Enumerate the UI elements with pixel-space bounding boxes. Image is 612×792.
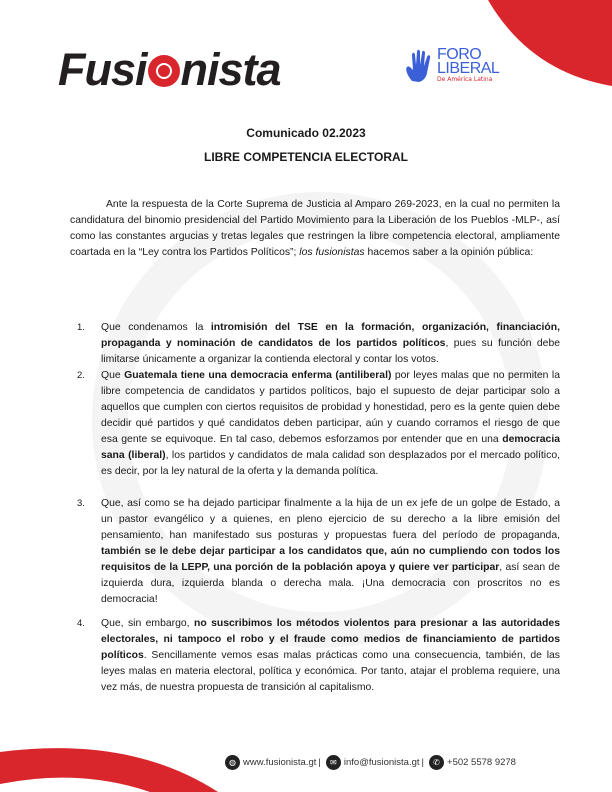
fusionista-logo-mark-icon bbox=[148, 55, 180, 87]
bold-text-segment: democracia sana (liberal) bbox=[101, 434, 560, 461]
list-item bbox=[77, 320, 561, 368]
list-number: 2. bbox=[77, 370, 85, 381]
text-segment: por leyes malas que no permiten la libre competencia de candidatos y partidos políticos, bajo el supuesto de dejar participar solo a aquellos que cumplen con ciertos requisitos de probidad y honestidad, pero es la gente quien debe decidir qué partidos y qué candidatos deben participar, aún y cuando corramos el riesgo de que esa gente se equivoque. En tal caso, debemos esforzamos por entender que en una bbox=[101, 370, 560, 445]
text-segment: Que, sin embargo, bbox=[101, 618, 194, 629]
phone-number[interactable]: +502 5578 9278 bbox=[447, 757, 516, 768]
list-item-text bbox=[101, 370, 560, 477]
text-segment: . Sencillamente vemos esas malas prácticas como una consecuencia, también, de las leyes malas en materia electoral, política y económica. Por tanto, atajar el problema requiere, una vez más, de nuestra propuesta de transición al capitalismo. bbox=[101, 650, 560, 693]
text-segment: hacemos saber a la opinión pública: bbox=[364, 247, 534, 258]
text-segment: , los partidos y candidatos de mala calidad son desplazados por el mercado político, es decir, por la ley natural de la oferta y la demanda política. bbox=[101, 450, 560, 477]
text-segment: Que, así como se ha dejado participar finalmente a la hija de un ex jefe de un golpe de Estado, a un pastor evangélico y a quienes, en pleno ejercicio de su derecho a la libre emisión del pensamiento, han manifestado sus posturas y propuestas fuera del período de propaganda, bbox=[101, 498, 560, 541]
bold-text-segment: Guatemala tiene una democracia enferma (antiliberal) bbox=[124, 370, 392, 381]
text-segment: Que condenamos la bbox=[101, 322, 211, 333]
top-right-arc bbox=[488, 0, 612, 86]
bottom-left-arc bbox=[0, 748, 218, 792]
document-heading: Comunicado 02.2023 bbox=[246, 126, 366, 140]
text-segment: Ante la respuesta de la Corte Suprema de Justicia al Amparo 269-2023, en la cual no permiten la candidatura del binomio presidencial del Partido Movimiento para la Liberación de los Pueblos -MLP-, así como las constantes argucias y tretas legales que restringen la libre competencia electoral, ampliamente coartada en la “Ley contra los Partidos Políticos”; bbox=[70, 199, 560, 258]
list-item-text bbox=[101, 618, 560, 693]
globe-icon: ◍ bbox=[225, 755, 240, 770]
foro-liberal-logo: FORO LIBERAL De América Latina bbox=[404, 48, 499, 84]
bold-text-segment: intromisión del TSE en la formación, organización, financiación, propaganda y nominación de candidatos de los partidos políticos bbox=[101, 322, 560, 349]
text-segment: , pues su función debe limitarse únicamente a organizar la contienda electoral y contar los votos. bbox=[101, 338, 561, 365]
contact-footer: ◍ www.fusionista.gt | ✉ info@fusionista.gt | ✆ +502 5578 9278 bbox=[222, 755, 516, 770]
intro-paragraph bbox=[70, 197, 560, 261]
text-segment: , así sean de izquierda dura, izquierda blanda o derecha mala. ¡Una democracia con proscritos no es democracia! bbox=[101, 562, 560, 605]
list-number: 4. bbox=[77, 618, 85, 629]
website-link[interactable]: www.fusionista.gt bbox=[243, 757, 317, 768]
list-item bbox=[77, 496, 560, 608]
email-icon: ✉ bbox=[326, 755, 341, 770]
hand-icon bbox=[404, 49, 434, 83]
list-number: 1. bbox=[77, 322, 85, 333]
bold-text-segment: no suscribimos los métodos violentos para presionar a las autoridades electorales, ni tampoco el robo y el fraude como medios de financiamiento de partidos políticos bbox=[101, 618, 560, 661]
phone-icon: ✆ bbox=[429, 755, 444, 770]
list-item bbox=[77, 616, 560, 696]
list-item-text bbox=[101, 322, 560, 365]
fusionista-logo: Fusi nista bbox=[58, 44, 281, 95]
italic-text-segment: los fusionistas bbox=[299, 247, 365, 258]
bold-text-segment: también se le debe dejar participar a los candidatos que, aún no cumpliendo con todos los requisitos de la LEPP, una porción de la población apoya y quiere ver participar bbox=[101, 546, 560, 573]
email-link[interactable]: info@fusionista.gt bbox=[343, 757, 420, 768]
list-item bbox=[77, 368, 560, 480]
list-number: 3. bbox=[77, 498, 85, 509]
document-subheading: LIBRE COMPETENCIA ELECTORAL bbox=[203, 150, 408, 164]
list-item-text bbox=[101, 498, 560, 605]
text-segment: Que bbox=[101, 370, 125, 381]
